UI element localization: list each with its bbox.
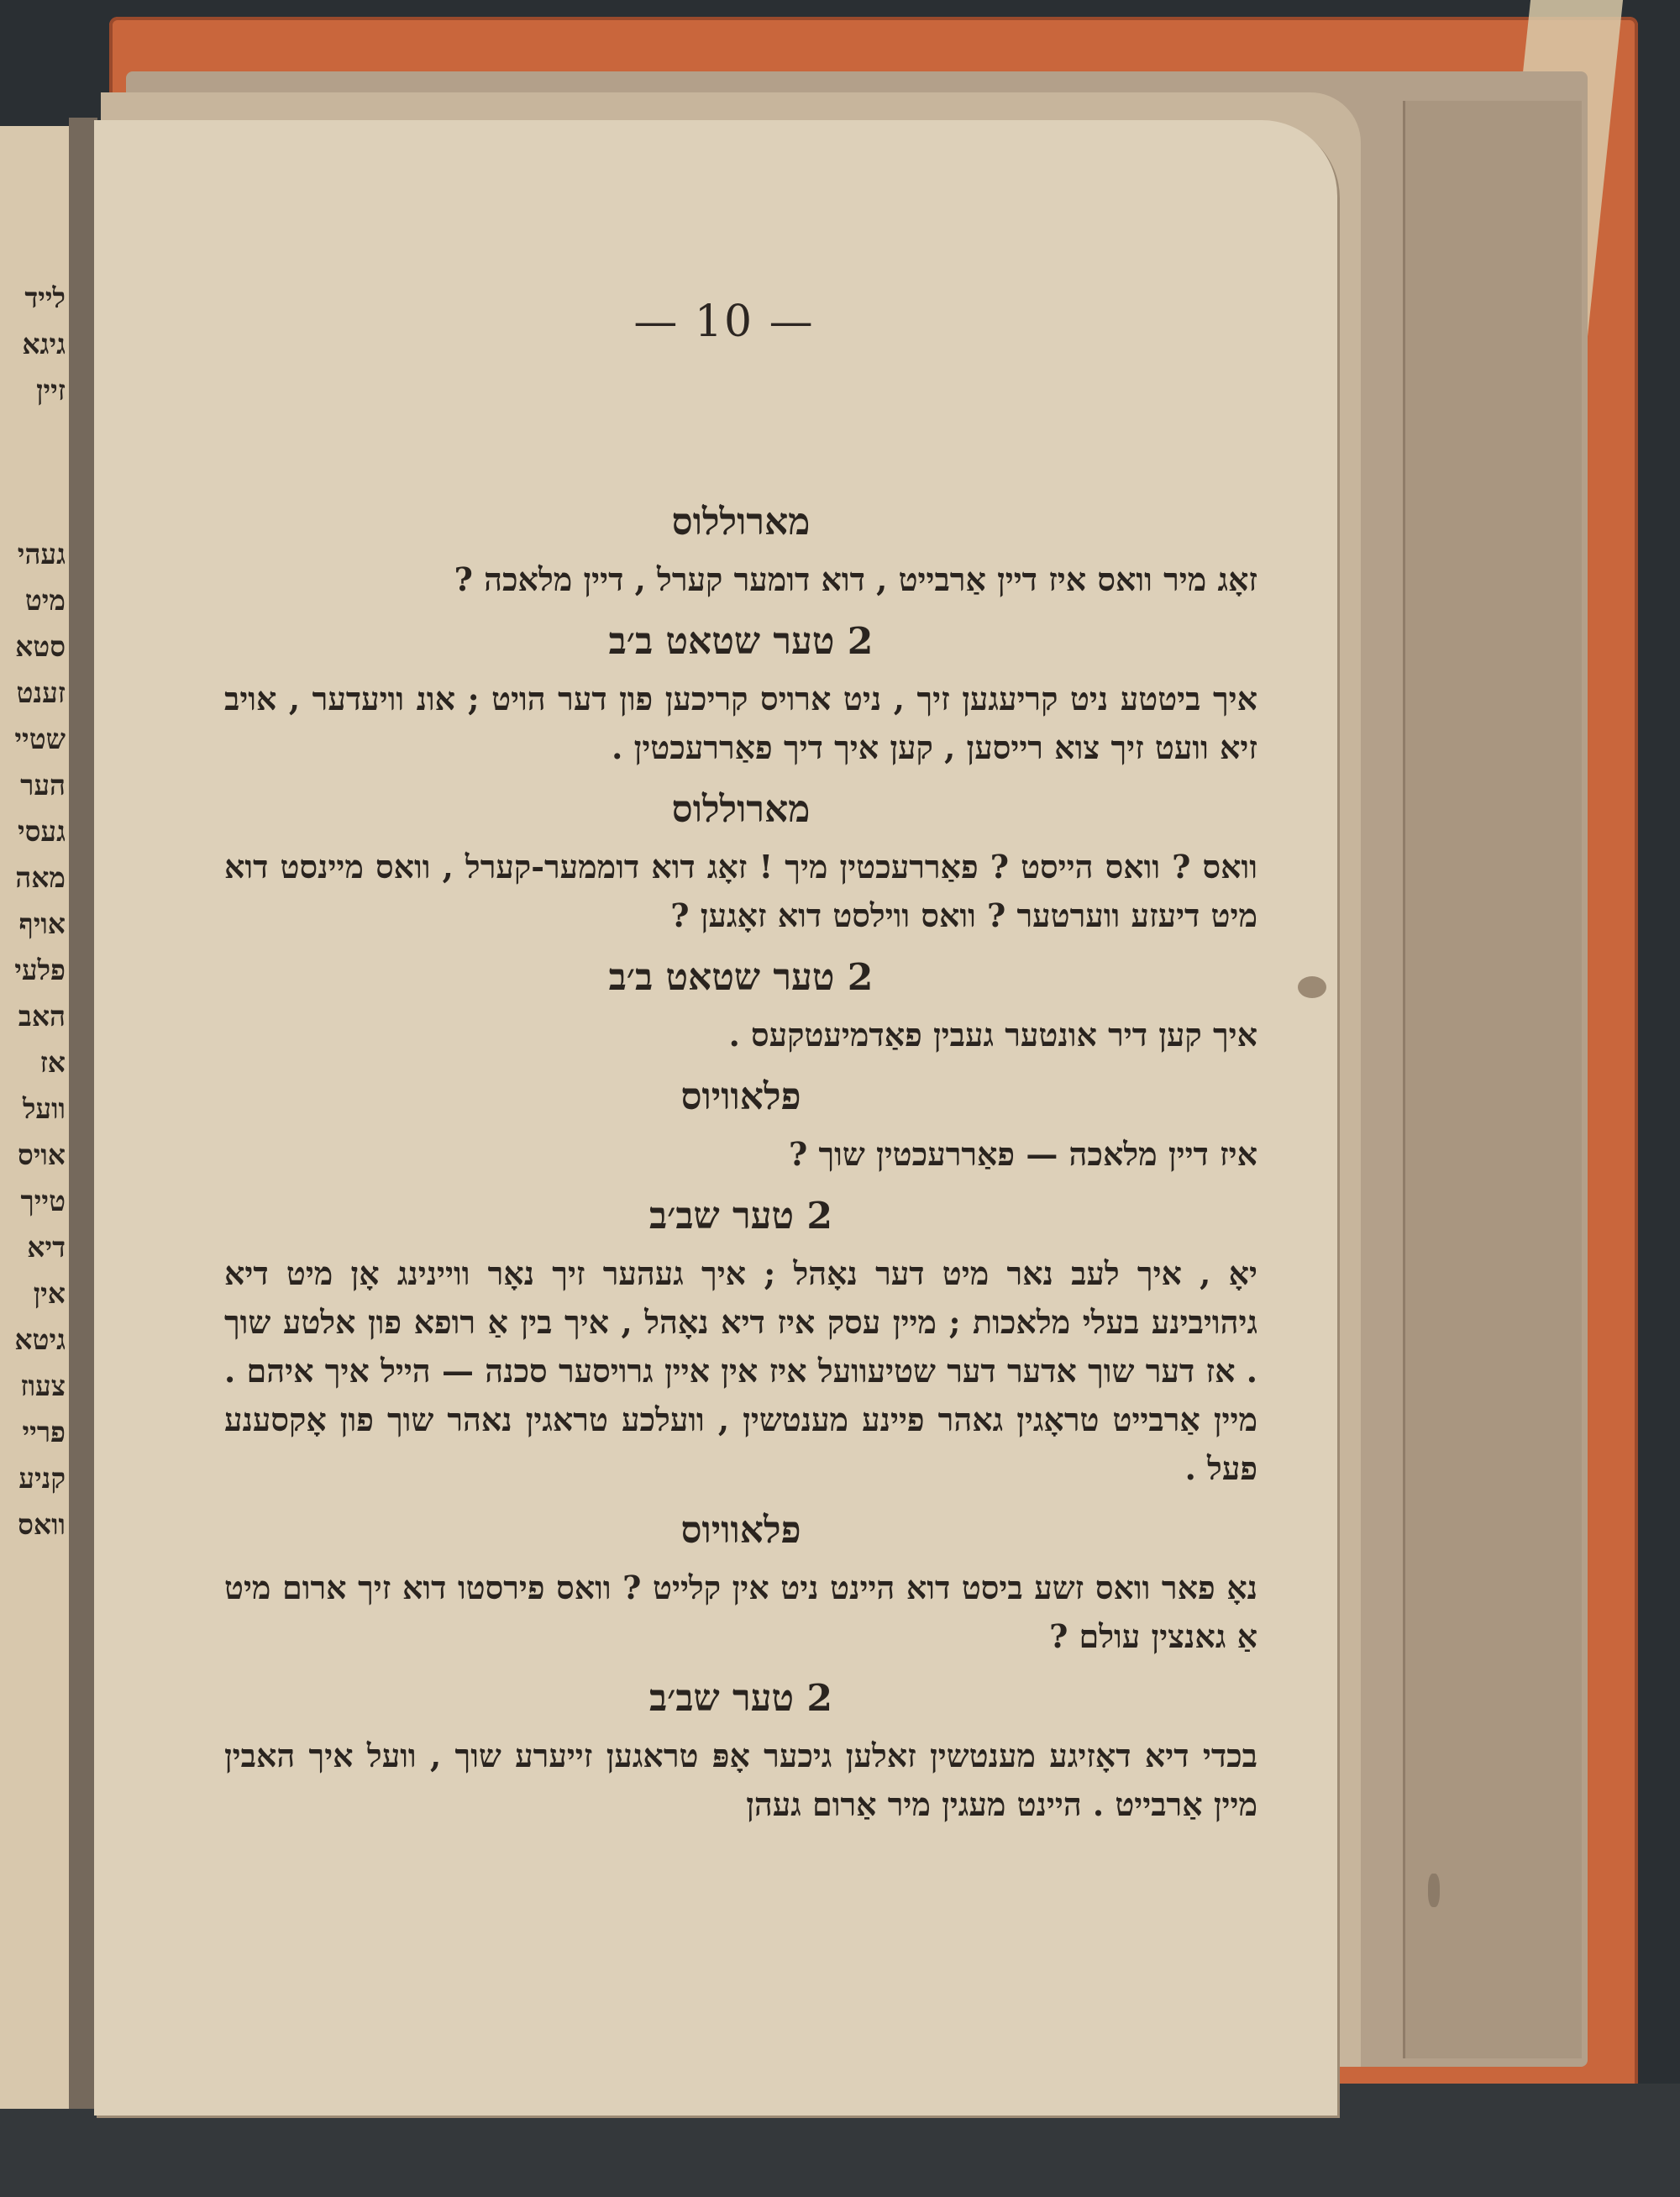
paper-stain [1298, 976, 1326, 998]
left-page-line: געסי [18, 815, 66, 848]
left-page-line: טייך [20, 1185, 66, 1217]
left-page-line: גיטא [14, 1323, 66, 1356]
left-page-line: צעוז [20, 1369, 66, 1402]
speaker-name: מארוללוס [671, 788, 811, 831]
page-text [224, 490, 1257, 1834]
right-page [94, 120, 1337, 2116]
left-page-line: וואס [18, 1508, 66, 1541]
speaker-name: פלאוויוס [680, 1075, 801, 1118]
speech-text: בכדי דיא דאָזיגע מענטשין זאלען גיכער אָפּ טראגען זייערע שוך , וועל איך האבין מיין אַרבייט . היינט מעגין מיר אַרום געהן [224, 1737, 1257, 1823]
speech-text: וואס ? וואס הייסט ? פאַררעכטין מיך ! זאָג דוא דוממער-קערל , וואס מיינסט דוא מיט דיעזע ווערטער ? וואס ווילסט דוא זאָגען ? [224, 848, 1257, 934]
board-edge [1403, 101, 1582, 2058]
left-page-line: מיט [24, 584, 66, 617]
left-page [0, 126, 74, 2109]
speech-text: זאָג מיר וואס איז דיין אַרבייט , דוא דומער קערל , דיין מלאכה ? [454, 560, 1257, 598]
left-page-line: דיא [27, 1231, 66, 1264]
left-page-line: וועל [23, 1092, 66, 1125]
left-page-line: מאה [15, 861, 66, 894]
speaker-name: 2 טער שב׳ב [648, 1195, 833, 1238]
page-number: — 10 — [633, 297, 815, 347]
left-page-line: זיין [36, 374, 66, 407]
board-mark [1428, 1874, 1440, 1907]
left-page-line: סטא [15, 630, 66, 663]
book-gutter [69, 118, 97, 2109]
left-page-line: אויף [18, 907, 66, 940]
left-page-line: זענט [16, 676, 66, 709]
speech-text: איך ביטטע ניט קריעגען זיך , ניט ארויס קריכען פון דער הויט ; אונ וויעדער , אויב זיא וועט זיך צוא רייסען , קען איך דיך פאַררעכטין . [224, 680, 1257, 766]
left-page-line: גיגא [22, 328, 66, 360]
left-page-line: פלעי [14, 954, 66, 986]
speech-text: איז דיין מלאכה — פאַררעכטין שוך ? [789, 1135, 1257, 1173]
left-page-line: פריי [22, 1416, 66, 1448]
left-page-line: אויס [17, 1138, 66, 1171]
left-page-line: אין [33, 1277, 66, 1310]
speech-text: יאָ , איך לעב נאר מיט דער נאָהל ; איך געהער זיך נאָר וויינינג אָן מיט דיא גיהויבינע בעלי מלאכות ; מיין עסק איז דיא נאָהל , איך בין אַ רופא פון אלטע שוך . אז דער שוך אדער דער שטיעוועל איז אין איין גרויסער סכנה — הייל איך איהם . מיין אַרבייט טראָגין גאהר פיינע מענטשין , וועלכע טראגין נאהר שוך פון אָקסענע פעל . [224, 1254, 1257, 1487]
left-page-line: אז [39, 1046, 66, 1079]
left-page-line: שטיי [14, 723, 66, 755]
speaker-name: פלאוויוס [680, 1509, 801, 1552]
left-page-line: הער [20, 769, 66, 802]
speaker-name: 2 טער שב׳ב [648, 1677, 833, 1720]
left-page-line: האב [18, 1000, 66, 1033]
speaker-name: מארוללוס [671, 501, 811, 544]
speech-text: איך קען דיר אונטער געבין פאַדמיעטקעס . [728, 1016, 1257, 1054]
speaker-name: 2 טער שטאט ב׳ב [608, 956, 874, 999]
left-page-line: קניע [18, 1462, 66, 1495]
speaker-name: 2 טער שטאט ב׳ב [608, 620, 874, 663]
left-page-line: לייד [24, 281, 66, 314]
speech-text: נאָ פאר וואס זשע ביסט דוא היינט ניט אין קלייט ? וואס פירסטו דוא זיך ארום מיט אַ גאנצין עולם ? [224, 1569, 1257, 1655]
left-page-line: געהי [17, 538, 66, 570]
